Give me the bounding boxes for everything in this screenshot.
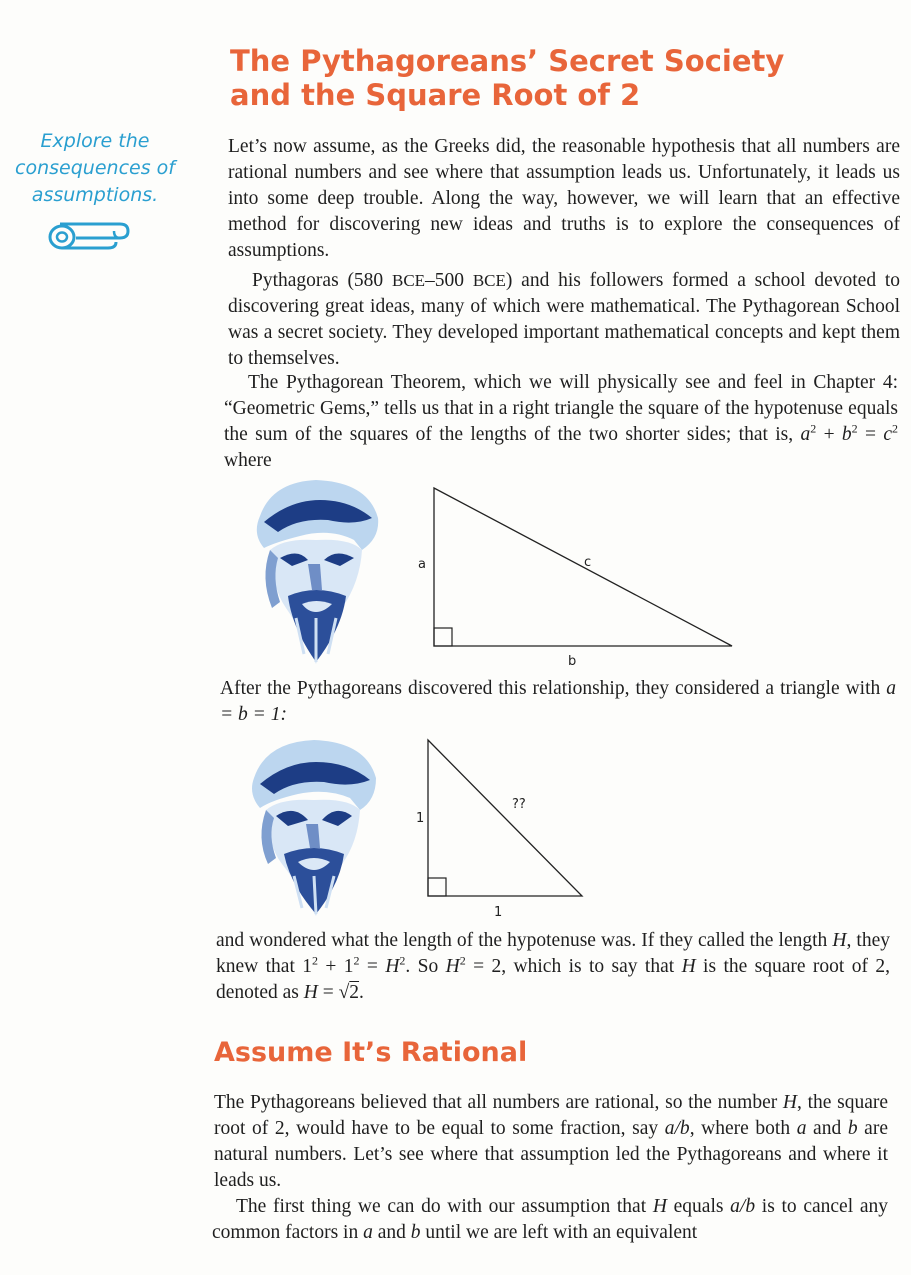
- triangle-figure-1: [410, 480, 750, 670]
- paragraph-unit-triangle: After the Pythagoreans discovered this relationship, they considered a triangle with a = b = 1:: [220, 678, 896, 725]
- paragraph-cancel-factors: The first thing we can do with our assumption that H equals a/b is to cancel any common factors in a and b until we are left with an equivalent: [212, 1196, 888, 1243]
- triangle1-label-b: b: [568, 654, 577, 669]
- pythagoras-bust-2: [246, 738, 382, 918]
- triangle2-label-hypotenuse: ??: [512, 797, 526, 812]
- triangle2-label-side-b: 1: [494, 905, 503, 920]
- pythagoras-bust-1: [250, 478, 382, 668]
- paragraph-hypotenuse: and wondered what the length of the hypotenuse was. If they called the length H, they knew that $1^2 + 1^2 = H^2$. So $H^2 = 2$, which is to say that H is the square root of 2, denoted as H = √2.: [216, 930, 890, 1003]
- paragraph-assume-rational: The Pythagoreans believed that all numbers are rational, so the number H, the square root of 2, would have to be equal to some fraction, say a/b, where both a and b are natural numbers. Let’s see where that assumption led the Pythagoreans and where it leads us.: [214, 1092, 888, 1191]
- page-title: The Pythagoreans’ Secret Society and the Square Root of 2: [230, 44, 785, 112]
- paragraph-intro: Let’s now assume, as the Greeks did, the reasonable hypothesis that all numbers are rational numbers and see where that assumption leads us. Unfortunately, it leads us into some deep trouble. Along the way, however, we will learn that an effective method for discovering new ideas and truths is to explore the consequences of assumptions.: [228, 136, 900, 261]
- triangle-figure-2: [404, 732, 604, 922]
- triangle1-label-c: c: [584, 555, 592, 570]
- margin-note: Explore the consequences of assumptions.: [15, 130, 175, 206]
- paragraph-pythagoras: Pythagoras (580 BCE–500 BCE) and his followers formed a school devoted to discovering great ideas, many of which were mathematical. The Pythagorean School was a secret society. They developed important mathematical concepts and kept them to themselves.: [228, 270, 901, 369]
- triangle2-label-side-a: 1: [416, 811, 425, 826]
- triangle1-label-a: a: [418, 557, 426, 572]
- scroll-icon: [46, 216, 132, 256]
- section-title: Assume It’s Rational: [214, 1037, 528, 1068]
- paragraph-theorem: The Pythagorean Theorem, which we will physically see and feel in Chapter 4: “Geometric Gems,” tells us that in a right triangle the square of the hypotenuse equals the sum of the squares of the lengths of the two shorter sides; that is, $a^2 + b^2 = c^2$ where: [224, 372, 899, 471]
